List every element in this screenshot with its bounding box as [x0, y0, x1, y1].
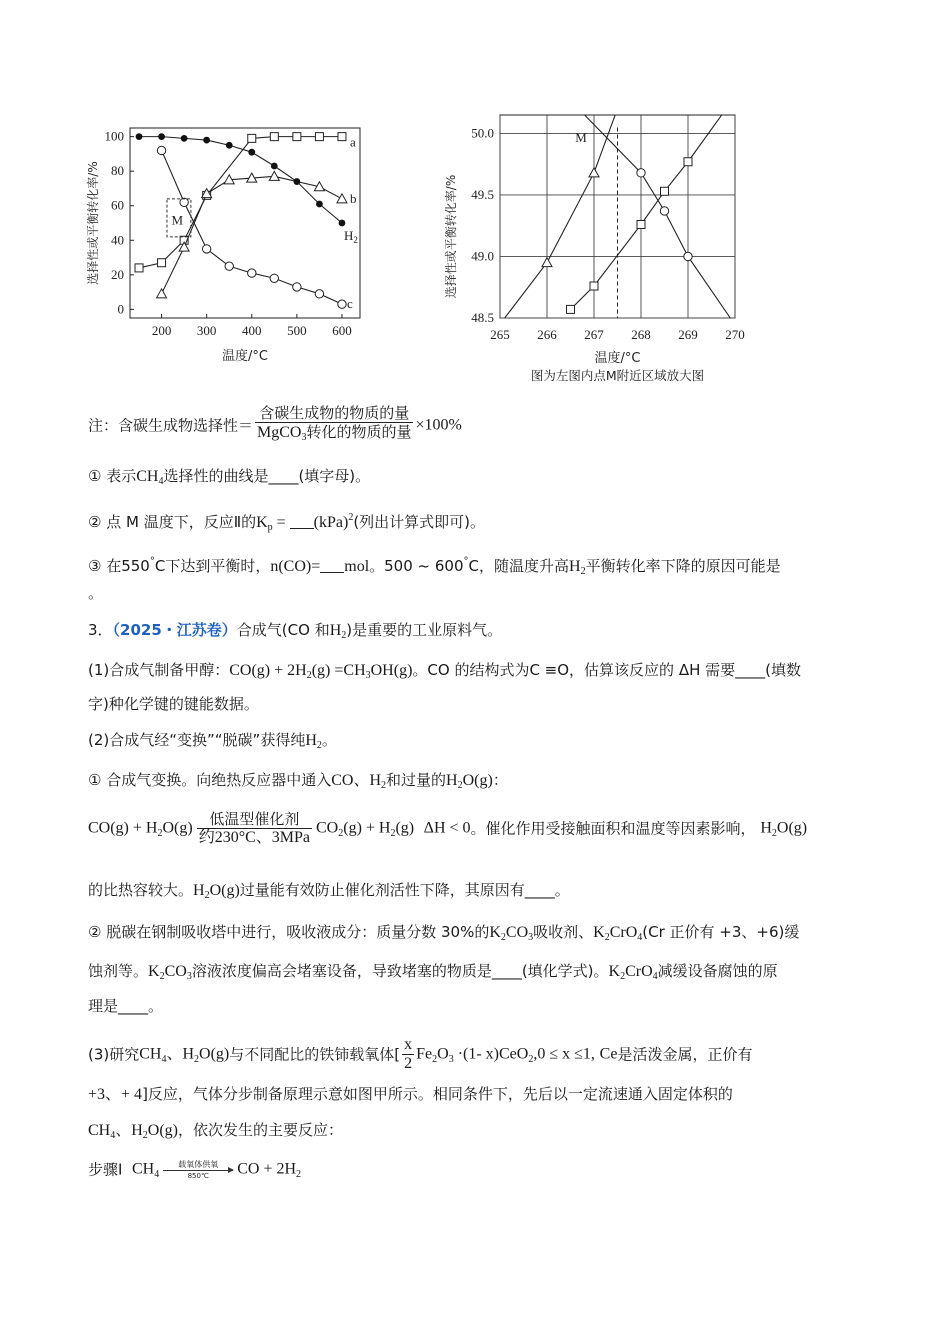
problem-3-part-2: (2)合成气经“变换”“脱碳”获得纯$H_2$。 [88, 731, 337, 751]
point-a [135, 264, 143, 272]
point-rising-square [637, 220, 645, 228]
x-over-2-fraction: $\frac{x}{2}$ [404, 1036, 413, 1072]
point-rising-square [567, 305, 575, 313]
y-tick-label: 100 [104, 128, 124, 144]
chart-caption: 图为左图内点M附近区域放大图 [530, 368, 705, 383]
point-rising-square [590, 282, 598, 290]
point-H2 [293, 178, 300, 185]
point-a [293, 133, 301, 141]
point-falling-circle [660, 207, 668, 215]
problem-3-part-2-2: ② 脱碳在钢制吸收塔中进行，吸收液成分：质量分数 30%的$K_2CO_3$吸收剂、$K_2CrO_4(Cr$ 正价有 +3、+6)缓 [88, 923, 800, 943]
point-b [337, 194, 347, 203]
point-b [157, 289, 167, 298]
x-tick-label: 266 [537, 327, 557, 342]
x-tick-label: 265 [490, 327, 510, 342]
y-tick-label: 0 [117, 301, 124, 317]
point-H2 [181, 135, 188, 142]
point-a [248, 134, 256, 142]
note-prefix: 注：含碳生成物选择性＝ [88, 416, 254, 435]
point-c [270, 274, 278, 282]
point-falling-circle [684, 252, 692, 260]
selectivity-fraction [255, 404, 413, 447]
x-axis-label: 温度/°C [222, 349, 268, 364]
point-H2 [158, 133, 165, 140]
series-label-h2: $H_2$ [343, 228, 358, 245]
problem-3-part-1b: 字)种化学键的键能数据。 [88, 695, 259, 713]
note-suffix: ×100% [415, 416, 462, 434]
point-rising-triangle [542, 258, 552, 267]
series-line-H2 [139, 137, 342, 223]
y-tick-label: 49.0 [471, 248, 494, 264]
step-1-arrow: 载氧体供氧 850℃ [163, 1160, 233, 1180]
y-axis-label: 选择性或平衡转化率/% [86, 161, 100, 285]
x-tick-label: 600 [332, 323, 352, 338]
y-axis-label: 选择性或平衡转化率/% [444, 174, 458, 299]
point-c [202, 245, 210, 253]
series-line-falling-circle [585, 115, 731, 318]
point-c [225, 262, 233, 270]
question-3: ③ 在550°C下达到平衡时，n(CO)= mol。500 ~ 600°C，随温度升高$H_2$平衡转化率下降的原因可能是 [88, 556, 781, 577]
y-tick-label: 50.0 [471, 125, 494, 141]
step-1-reaction: 步骤Ⅰ $CH_4$ 载氧体供氧 850℃ CO + $2H_2$ [88, 1159, 302, 1180]
x-tick-label: 267 [584, 327, 604, 342]
point-b [269, 171, 279, 180]
x-tick-label: 400 [242, 323, 262, 338]
question-2: ② 点 M 温度下，反应Ⅱ的$K_p = (kPa)^2$(列出计算式即可)。 [88, 512, 486, 533]
y-tick-label: 20 [111, 266, 124, 282]
point-a [158, 259, 166, 267]
x-tick-label: 500 [287, 323, 307, 338]
series-line-a [139, 137, 342, 268]
left-chart [80, 120, 380, 370]
m-point-label: M [575, 130, 587, 146]
point-a [338, 133, 346, 141]
point-H2 [136, 133, 143, 140]
right-chart [430, 105, 770, 395]
problem-3-part-3: (3)研究$CH_4$、$H_2O(g)$与不同配比的铁铈载氧体[ $\frac{x}{2}$ $Fe_2O_3 \cdot(1-$ x)CeO$_2$,0 ≤ x ≤1, Ce是活泼金属，正价有 [88, 1036, 753, 1072]
y-tick-label: 40 [111, 232, 124, 248]
series-label-b: b [349, 190, 357, 206]
heat-capacity-line: 的比热容较大。$H_2O(g)$过量能有效防止催化剂活性下降，其原因有____。 [88, 881, 570, 901]
point-H2 [203, 137, 210, 144]
series-line-rising-square [571, 97, 736, 310]
x-tick-label: 269 [678, 327, 698, 342]
series-label-c: c [346, 296, 353, 312]
problem-3-part-2-2b: 蚀剂等。$K_2CO_3$溶液浓度偏高会堵塞设备，导致堵塞的物质是____(填化学式)。$K_2CrO_4$减缓设备腐蚀的原 [88, 962, 778, 982]
shift-reaction-equation: $CO(g) + H_2O(g)$ 低温型催化剂 约230°C、3MPa $CO_2(g) + H_2(g) \Delta H < 0$。催化作用受接触面积和温度等因素影响， $H_2O(g)$ [88, 810, 808, 846]
fraction-numerator: 含碳生成物的物质的量 [255, 404, 413, 423]
point-c [180, 198, 188, 206]
reaction-condition: 低温型催化剂 约230°C、3MPa [198, 810, 310, 846]
problem-3-part-1: (1)合成气制备甲醇：$CO(g) + 2H_2(g) =CH_3OH(g)$。CO 的结构式为C ≡O，估算该反应的 ΔH 需要____(填数 [88, 661, 801, 681]
point-c [293, 283, 301, 291]
point-rising-square [661, 187, 669, 195]
point-H2 [316, 201, 323, 208]
question-1: ① 表示$CH_4$选择性的曲线是____(填字母)。 [88, 467, 371, 487]
answer-blank [320, 558, 344, 573]
problem-3-part-3b: +3、+ 4]反应，气体分步制备原理示意如图甲所示。相同条件下，先后以一定流速通入固定体积的 [88, 1085, 733, 1103]
point-a [315, 133, 323, 141]
point-rising-triangle [589, 168, 599, 177]
point-H2 [271, 163, 278, 170]
point-falling-circle [637, 169, 645, 177]
y-tick-label: 48.5 [471, 310, 494, 325]
point-H2 [248, 149, 255, 156]
x-tick-label: 300 [196, 323, 217, 338]
point-H2 [226, 142, 233, 149]
point-a [270, 133, 278, 141]
x-tick-label: 200 [151, 323, 172, 338]
answer-blank [290, 514, 314, 529]
y-tick-label: 60 [111, 197, 124, 213]
problem-3-part-3c: $CH_4$、$H_2O(g)$，依次发生的主要反应： [88, 1121, 344, 1141]
y-tick-label: 49.5 [471, 186, 494, 202]
fraction-denominator: MgCO$_3$转化的物质的量 [257, 423, 412, 443]
series-line-rising-triangle [505, 115, 615, 318]
problem-3-part-2-1: ① 合成气变换。向绝热反应器中通入CO、$H_2$和过量的$H_2O(g)$： [88, 771, 508, 791]
series-label-a: a [349, 134, 356, 150]
question-3-end: 。 [88, 584, 104, 602]
y-tick-label: 80 [111, 163, 124, 179]
m-box-label: M [171, 212, 184, 228]
problem-3-title: 3．（2025・江苏卷）合成气(CO 和$H_2$)是重要的工业原料气。 [88, 621, 503, 641]
point-c [338, 300, 346, 308]
x-axis-label: 温度/°C [594, 351, 641, 366]
point-c [315, 290, 323, 298]
problem-3-part-2-2c: 理是____。 [88, 997, 164, 1015]
x-tick-label: 268 [631, 327, 651, 342]
point-H2 [339, 220, 346, 227]
point-rising-square [684, 158, 692, 166]
note-line [88, 404, 462, 447]
point-c [248, 269, 256, 277]
x-tick-label: 270 [725, 327, 745, 342]
point-c [157, 146, 165, 154]
